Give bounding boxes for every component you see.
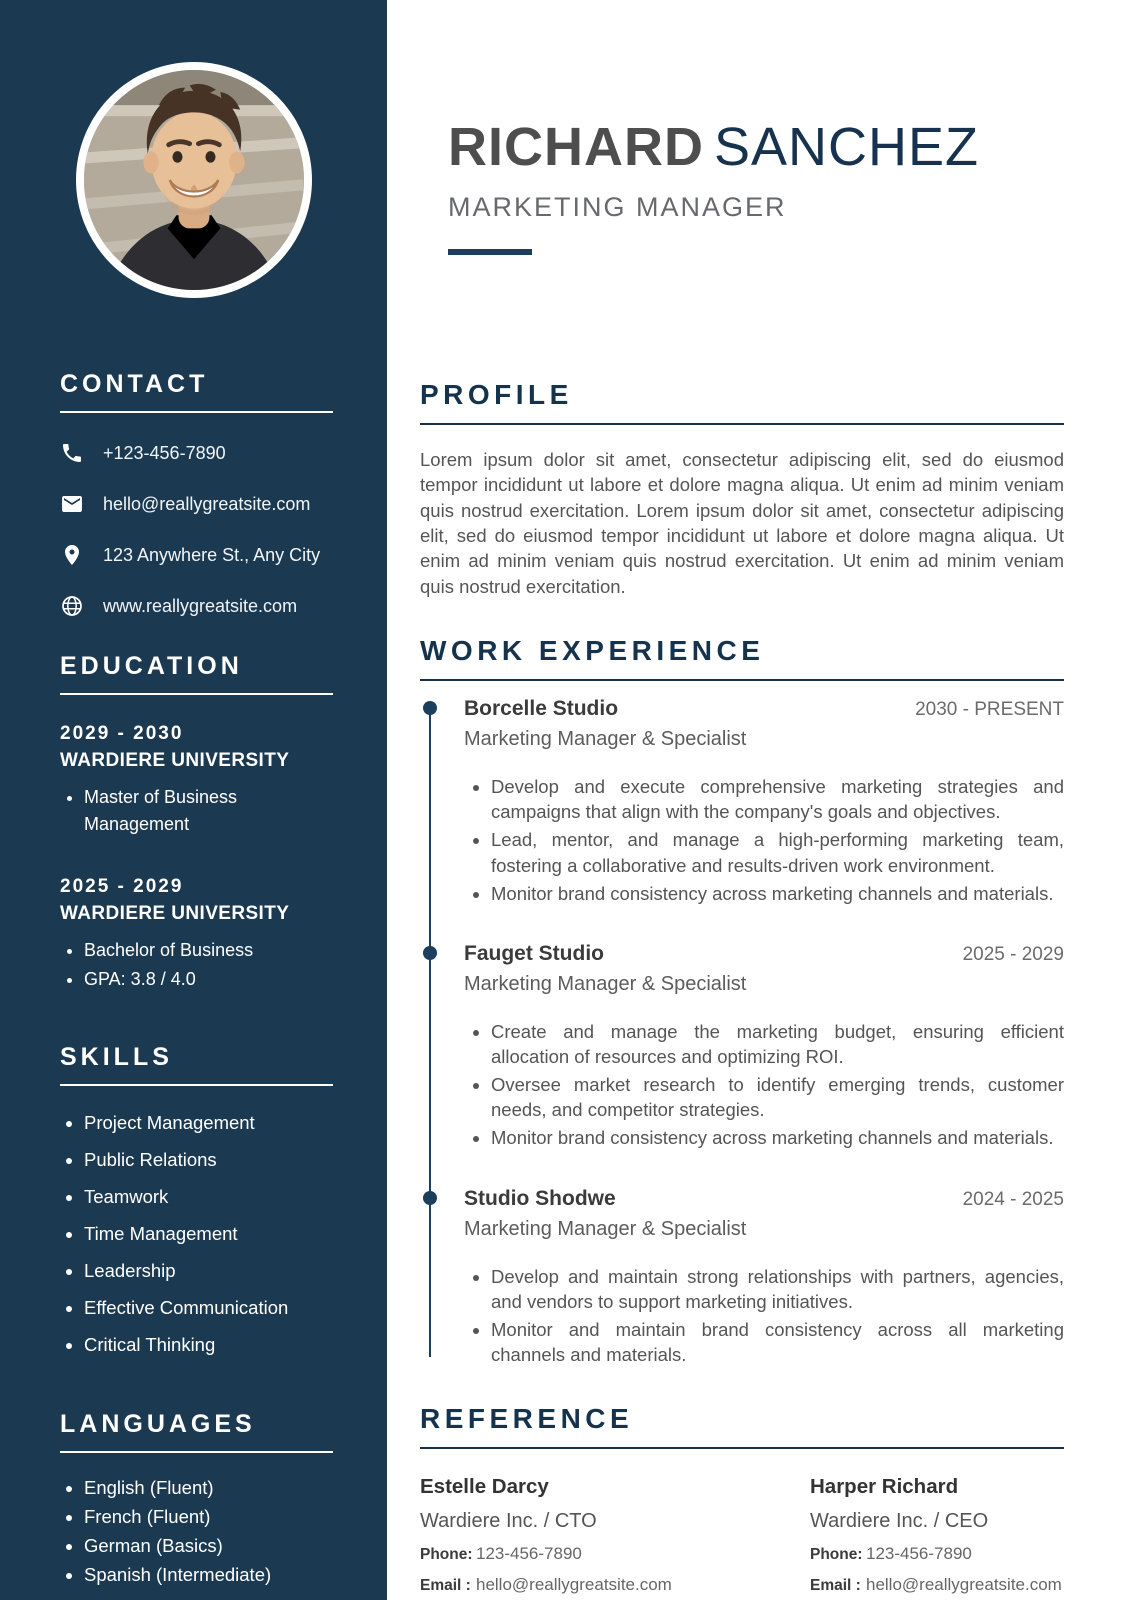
education-bullet: • Master of Business Management (84, 784, 333, 838)
first-name: RICHARD (448, 117, 704, 177)
education-school: WARDIERE UNIVERSITY (60, 750, 290, 771)
profile-section (420, 379, 1064, 599)
reference-person (420, 1475, 810, 1595)
work-experience-section (420, 635, 1064, 1367)
phone-label: Phone: (810, 1546, 863, 1564)
job-entry (464, 697, 1064, 906)
education-bullet: • GPA: 3.8 / 4.0 (84, 966, 333, 993)
skill-item: • Teamwork (84, 1186, 333, 1208)
reference-phone: 123-456-7890 (476, 1544, 582, 1564)
education-dates: 2029 - 2030 (60, 723, 184, 744)
job-bullet: • Oversee market research to identify emerging trends, customer needs, and competitor strategies. (491, 1072, 1064, 1122)
contact-website-row (60, 594, 333, 618)
job-bullet: • Lead, mentor, and manage a high-performing marketing team, fostering a collaborative and results-driven work environment. (491, 827, 1064, 877)
profile-photo (76, 62, 312, 298)
reference-phone-row (420, 1544, 810, 1564)
language-item: • English (Fluent) (84, 1477, 333, 1499)
skill-item: • Public Relations (84, 1149, 333, 1171)
language-item: • French (Fluent) (84, 1506, 333, 1528)
reference-name: Estelle Darcy (420, 1475, 549, 1499)
job-role: Marketing Manager & Specialist (464, 1217, 747, 1240)
skill-item: • Critical Thinking (84, 1334, 333, 1356)
reference-email-row (810, 1575, 1064, 1595)
location-icon (60, 543, 84, 567)
job-dates: 2030 - PRESENT (915, 699, 1064, 721)
languages-heading: LANGUAGES (60, 1410, 333, 1453)
contact-email: hello@reallygreatsite.com (103, 493, 311, 514)
job-head (464, 1187, 1064, 1211)
phone-icon (60, 441, 84, 465)
accent-bar (448, 249, 532, 255)
contact-section (0, 370, 387, 618)
email-label: Email : (810, 1577, 861, 1595)
skill-item: • Project Management (84, 1112, 333, 1134)
reference-org: Wardiere Inc. / CTO (420, 1510, 597, 1533)
skills-heading: SKILLS (60, 1043, 333, 1086)
contact-heading: CONTACT (60, 370, 333, 413)
contact-phone: +123-456-7890 (103, 442, 226, 463)
work-heading: WORK EXPERIENCE (420, 635, 765, 667)
skills-section (0, 1043, 387, 1356)
education-bullet: • Bachelor of Business (84, 937, 333, 964)
education-item (60, 876, 333, 993)
job-head (464, 697, 1064, 721)
skill-item: • Effective Communication (84, 1297, 333, 1319)
job-role: Marketing Manager & Specialist (464, 728, 747, 751)
contact-address: 123 Anywhere St., Any City (103, 544, 321, 565)
profile-text: Lorem ipsum dolor sit amet, consectetur adipiscing elit, sed do eiusmod tempor incididunt ut labore et dolore magna aliqua. Ut enim ad minim veniam quis nostrud exercitation. Lorem ipsum dolor sit amet, consectetur adipiscing elit, sed do eiusmod tempor incididunt ut labore et dolore magna aliqua. Ut enim ad minim veniam quis nostrud exercitation. Ut enim ad minim veniam quis nostrud exercitation. (420, 449, 1064, 597)
job-bullet-list (464, 1019, 1064, 1151)
last-name: SANCHEZ (714, 117, 980, 177)
job-dates: 2024 - 2025 (962, 1188, 1064, 1210)
job-role: Marketing Manager & Specialist (464, 972, 747, 995)
reference-rule (420, 1447, 1064, 1449)
languages-section (0, 1410, 387, 1586)
header (448, 116, 1064, 255)
reference-email-row (420, 1575, 810, 1595)
email-label: Email : (420, 1577, 471, 1595)
profile-rule (420, 423, 1064, 425)
job-bullet: • Monitor brand consistency across marketing channels and materials. (491, 1125, 1064, 1150)
job-company: Fauget Studio (464, 941, 604, 965)
contact-email-row (60, 492, 333, 516)
job-head (464, 942, 1064, 966)
education-school: WARDIERE UNIVERSITY (60, 903, 290, 924)
skill-item: • Time Management (84, 1223, 333, 1245)
education-bullet-list (60, 784, 333, 838)
job-bullet: • Develop and maintain strong relationships with partners, agencies, and vendors to support marketing initiatives. (491, 1264, 1064, 1314)
reference-grid (420, 1475, 1064, 1595)
reference-name: Harper Richard (810, 1475, 959, 1499)
language-item: • German (Basics) (84, 1535, 333, 1557)
reference-section (420, 1403, 1064, 1595)
job-bullet-list (464, 774, 1064, 906)
job-bullet-list (464, 1264, 1064, 1368)
job-entry (464, 1187, 1064, 1368)
email-icon (60, 492, 84, 516)
education-section (0, 652, 387, 993)
main-column (387, 0, 1131, 1600)
globe-icon (60, 594, 84, 618)
skill-item: • Leadership (84, 1260, 333, 1282)
job-bullet: • Develop and execute comprehensive marketing strategies and campaigns that align with the company's goals and objectives. (491, 774, 1064, 824)
phone-label: Phone: (420, 1546, 473, 1564)
reference-heading: REFERENCE (420, 1403, 634, 1435)
education-bullet-list (60, 937, 333, 993)
contact-phone-row (60, 441, 333, 465)
reference-org: Wardiere Inc. / CEO (810, 1510, 989, 1533)
reference-email: hello@reallygreatsite.com (866, 1575, 1062, 1595)
languages-list (60, 1477, 333, 1586)
job-company: Studio Shodwe (464, 1186, 616, 1210)
contact-list (60, 441, 333, 618)
skills-list (60, 1112, 333, 1356)
avatar (84, 70, 304, 290)
reference-person (810, 1475, 1064, 1595)
job-bullet: • Create and manage the marketing budget, ensuring efficient allocation of resources and optimizing ROI. (491, 1019, 1064, 1069)
reference-phone-row (810, 1544, 1064, 1564)
person-name (448, 116, 1064, 178)
profile-heading: PROFILE (420, 379, 573, 410)
contact-website: www.reallygreatsite.com (103, 595, 298, 616)
contact-address-row (60, 543, 333, 567)
language-item: • Spanish (Intermediate) (84, 1564, 333, 1586)
education-dates: 2025 - 2029 (60, 876, 184, 897)
reference-phone: 123-456-7890 (866, 1544, 972, 1564)
job-bullet: • Monitor brand consistency across marketing channels and materials. (491, 881, 1064, 906)
job-dates: 2025 - 2029 (962, 943, 1064, 965)
education-item (60, 723, 333, 838)
sidebar (0, 0, 387, 1600)
education-heading: EDUCATION (60, 652, 333, 695)
job-entry (464, 942, 1064, 1151)
reference-email: hello@reallygreatsite.com (476, 1575, 672, 1595)
job-bullet: • Monitor and maintain brand consistency across all marketing channels and materials. (491, 1317, 1064, 1367)
job-timeline (420, 697, 1064, 1367)
person-job-title: MARKETING MANAGER (448, 192, 787, 222)
work-rule (420, 679, 1064, 681)
job-company: Borcelle Studio (464, 697, 619, 721)
